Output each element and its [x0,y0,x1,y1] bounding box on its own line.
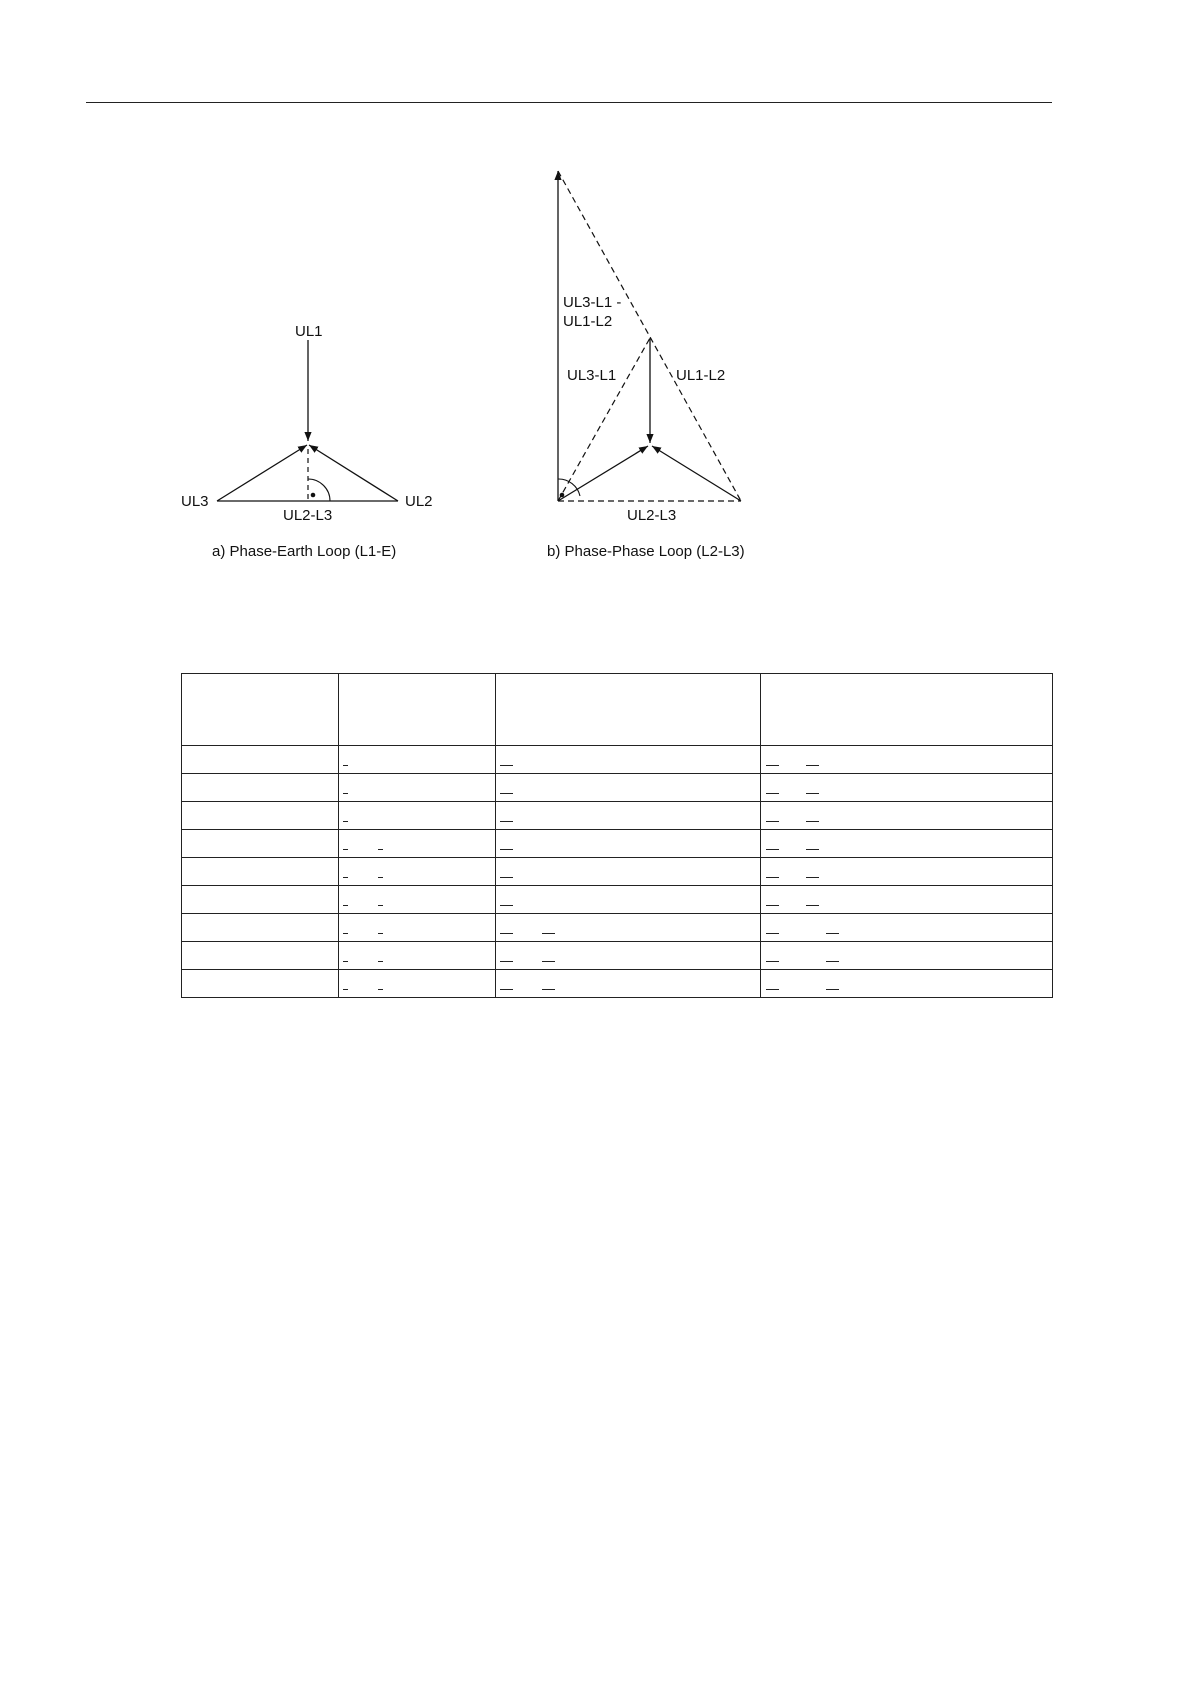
table-cell [496,858,761,886]
table-cell [496,802,761,830]
ul3-l1-dashed [558,338,650,501]
table-cell [339,774,496,802]
table-row [182,886,1053,914]
ul3-vector-b [558,446,648,501]
table-cell [496,914,761,942]
label-ul3-l1-minus-line2: UL1-L2 [563,313,613,330]
table-row [182,970,1053,998]
table-cell [339,914,496,942]
header-cell [182,674,339,746]
table-cell [182,802,339,830]
table-row [182,774,1053,802]
table-cell [496,942,761,970]
resultant-hypotenuse-dashed [558,171,741,501]
table-cell [182,914,339,942]
label-ul3-l1-minus-line1: UL3-L1 - [563,294,622,311]
header-cell [761,674,1053,746]
table-cell [496,886,761,914]
table-cell [182,970,339,998]
table-row [182,942,1053,970]
table-cell [182,774,339,802]
label-ul2-l3: UL2-L3 [283,507,333,524]
table-cell [182,886,339,914]
angle-dot-b [560,493,565,498]
table-cell [761,942,1053,970]
label-ul2: UL2 [405,493,433,510]
table-row [182,746,1053,774]
table-cell [761,858,1053,886]
table-cell [761,886,1053,914]
header-cell [496,674,761,746]
table-cell [761,802,1053,830]
label-ul2-l3-b: UL2-L3 [627,507,677,524]
table-row [182,830,1053,858]
table-cell [761,746,1053,774]
table-cell [339,746,496,774]
label-ul3: UL3 [181,493,209,510]
table-cell [339,942,496,970]
phasor-diagrams [0,0,1190,580]
table-cell [761,774,1053,802]
table-row [182,914,1053,942]
table-cell [761,830,1053,858]
ul3-vector [217,445,307,501]
table-row [182,858,1053,886]
header-cell [339,674,496,746]
table-cell [761,914,1053,942]
panel-b [547,171,745,560]
right-angle-arc [308,479,330,501]
table-cell [339,830,496,858]
label-ul1: UL1 [295,323,323,340]
table-header-row [182,674,1053,746]
table-cell [339,970,496,998]
table-cell [496,774,761,802]
table-cell [496,970,761,998]
table-cell [182,830,339,858]
label-ul1-l2: UL1-L2 [676,367,726,384]
table-cell [182,858,339,886]
right-angle-dot [311,493,316,498]
label-ul3-l1: UL3-L1 [567,367,617,384]
ul2-vector-b [652,446,741,501]
table-cell [339,858,496,886]
table-cell [339,802,496,830]
table-row [182,802,1053,830]
loop-table [181,673,1052,998]
ul2-vector [309,445,398,501]
panel-a [181,323,433,560]
table-cell [339,886,496,914]
caption-a: a) Phase-Earth Loop (L1-E) [212,543,397,560]
table-cell [496,830,761,858]
table-cell [496,746,761,774]
table-cell [182,942,339,970]
caption-b: b) Phase-Phase Loop (L2-L3) [547,543,745,560]
table-cell [761,970,1053,998]
table-cell [182,746,339,774]
